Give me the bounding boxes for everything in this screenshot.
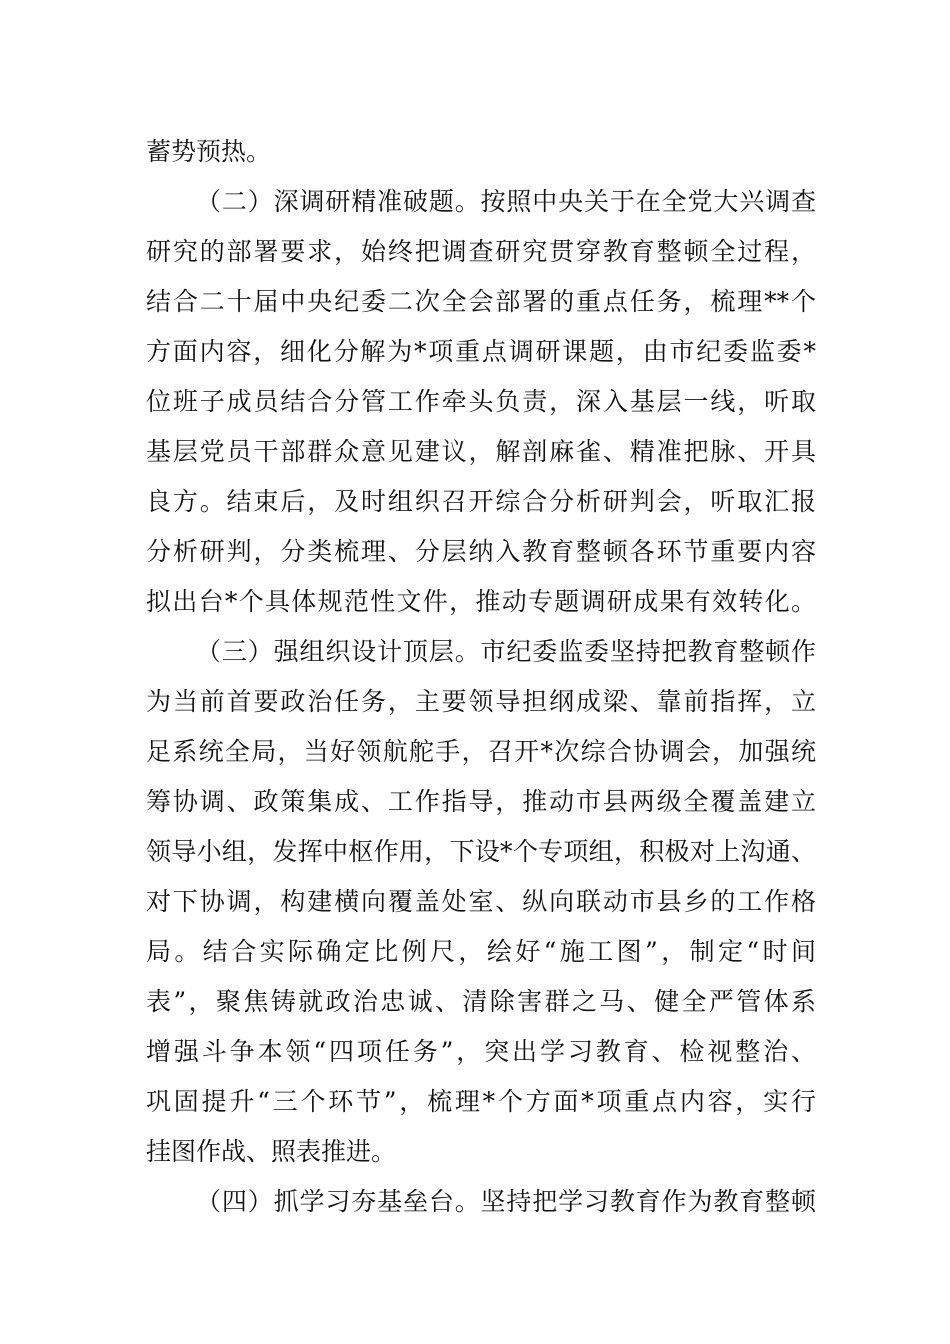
text-line: 对下协调，构建横向覆盖处室、纵向联动市县乡的工作格 — [146, 887, 816, 916]
section-heading-line: （二）深调研精准破题。按照中央关于在全党大兴调查 — [196, 187, 816, 216]
text-line: 良方。结束后，及时组织召开综合分析研判会，听取汇报 — [146, 487, 816, 516]
section-heading-line: （三）强组织设计顶层。市纪委监委坚持把教育整顿作 — [196, 637, 816, 666]
text-line: 足系统全局，当好领航舵手，召开*次综合协调会，加强统 — [146, 737, 816, 766]
text-line: 拟出台*个具体规范性文件，推动专题调研成果有效转化。 — [146, 587, 816, 616]
text-line: 为当前首要政治任务，主要领导担纲成梁、靠前指挥，立 — [146, 687, 816, 716]
text-line: 增强斗争本领“四项任务”，突出学习教育、检视整治、 — [146, 1037, 816, 1066]
text-line: 领导小组，发挥中枢作用，下设*个专项组，积极对上沟通、 — [146, 837, 816, 866]
text-line: 局。结合实际确定比例尺，绘好“施工图”，制定“时间 — [146, 937, 816, 966]
text-line: 筹协调、政策集成、工作指导，推动市县两级全覆盖建立 — [146, 787, 816, 816]
section-heading-line: （四）抓学习夯基垒台。坚持把学习教育作为教育整顿 — [196, 1187, 816, 1216]
text-line: 表”，聚焦铸就政治忠诚、清除害群之马、健全严管体系 — [146, 987, 816, 1016]
text-line: 基层党员干部群众意见建议，解剖麻雀、精准把脉、开具 — [146, 437, 816, 466]
text-line: 挂图作战、照表推进。 — [146, 1137, 397, 1166]
text-line: 研究的部署要求，始终把调查研究贯穿教育整顿全过程， — [146, 237, 816, 266]
text-line: 位班子成员结合分管工作牵头负责，深入基层一线，听取 — [146, 387, 816, 416]
text-line: 分析研判，分类梳理、分层纳入教育整顿各环节重要内容 — [146, 537, 816, 566]
text-line: 结合二十届中央纪委二次全会部署的重点任务，梳理**个 — [146, 287, 816, 316]
text-line: 蓄势预热。 — [146, 137, 272, 166]
text-line: 方面内容，细化分解为*项重点调研课题，由市纪委监委* — [146, 337, 816, 366]
text-line: 巩固提升“三个环节”，梳理*个方面*项重点内容，实行 — [146, 1087, 816, 1116]
